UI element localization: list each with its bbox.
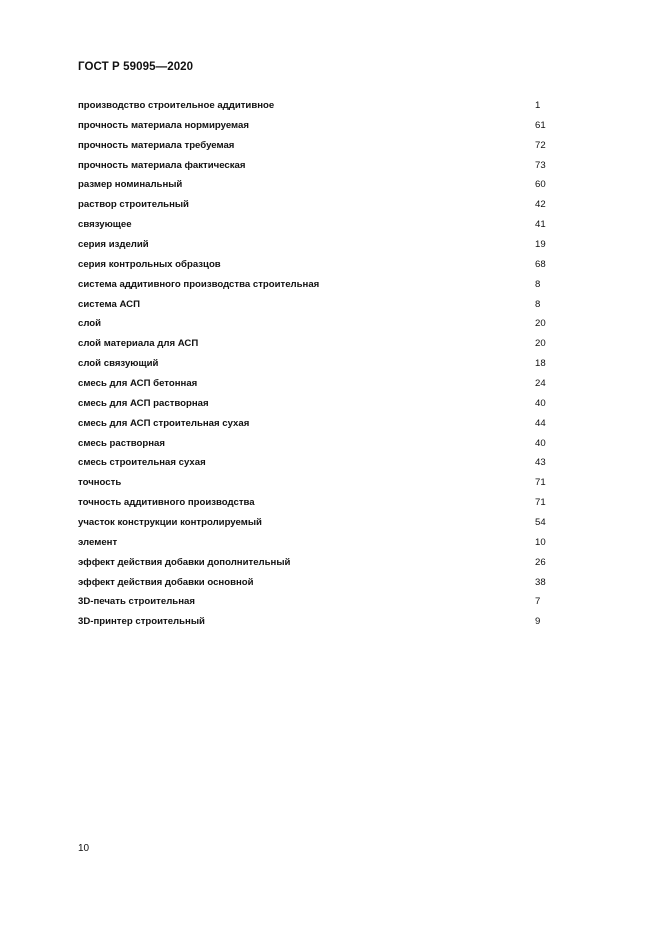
index-row bbox=[78, 374, 578, 394]
index-row bbox=[78, 414, 578, 434]
index-row bbox=[78, 592, 578, 612]
index-term: система АСП bbox=[78, 298, 140, 310]
index-term: участок конструкции контролируемый bbox=[78, 517, 262, 529]
index-term: система аддитивного производства строительная bbox=[78, 278, 320, 290]
index-row bbox=[78, 136, 578, 156]
index-term: эффект действия добавки основной bbox=[78, 576, 254, 588]
index-row bbox=[78, 573, 578, 593]
index-term: смесь строительная сухая bbox=[78, 457, 206, 469]
index-row bbox=[78, 96, 578, 116]
index-ref: 38 bbox=[535, 576, 546, 588]
index-ref: 19 bbox=[535, 239, 546, 251]
index-ref: 20 bbox=[535, 338, 546, 350]
index-term: точность аддитивного производства bbox=[78, 497, 255, 509]
index-row bbox=[78, 493, 578, 513]
index-ref: 10 bbox=[535, 536, 546, 548]
index-term: прочность материала нормируемая bbox=[78, 119, 249, 131]
index-term: связующее bbox=[78, 219, 132, 231]
index-ref: 8 bbox=[535, 298, 541, 310]
index-ref: 8 bbox=[535, 278, 541, 290]
index-ref: 18 bbox=[535, 358, 546, 370]
index-ref: 20 bbox=[535, 318, 546, 330]
index-ref: 73 bbox=[535, 159, 546, 171]
index-term: прочность материала фактическая bbox=[78, 159, 246, 171]
index-row bbox=[78, 255, 578, 275]
index-ref: 1 bbox=[535, 100, 541, 111]
index-ref: 40 bbox=[535, 437, 546, 449]
index-ref: 44 bbox=[535, 417, 546, 429]
index-row bbox=[78, 175, 578, 195]
index-term: слой связующий bbox=[78, 358, 159, 370]
index-term: 3D-печать строительная bbox=[78, 596, 195, 608]
index-row bbox=[78, 612, 578, 632]
index-term: эффект действия добавки дополнительный bbox=[78, 556, 291, 568]
index-row bbox=[78, 235, 578, 255]
index-ref: 40 bbox=[535, 397, 546, 409]
index-ref: 41 bbox=[535, 219, 546, 231]
index-ref: 54 bbox=[535, 517, 546, 529]
index-row bbox=[78, 434, 578, 454]
index-row bbox=[78, 314, 578, 334]
index-term: серия изделий bbox=[78, 239, 149, 251]
index-row bbox=[78, 215, 578, 235]
index-term: размер номинальный bbox=[78, 179, 183, 191]
index-row bbox=[78, 354, 578, 374]
index-row bbox=[78, 453, 578, 473]
index-row bbox=[78, 295, 578, 315]
index-ref: 26 bbox=[535, 556, 546, 568]
index-row bbox=[78, 116, 578, 136]
index-row bbox=[78, 156, 578, 176]
index-term: серия контрольных образцов bbox=[78, 258, 221, 270]
document-header: ГОСТ Р 59095—2020 bbox=[78, 61, 194, 73]
index-row bbox=[78, 553, 578, 573]
index-row bbox=[78, 513, 578, 533]
index-term: слой bbox=[78, 318, 102, 330]
index-ref: 61 bbox=[535, 119, 546, 131]
index-ref: 24 bbox=[535, 378, 546, 390]
index-ref: 7 bbox=[535, 596, 541, 608]
index-term: смесь растворная bbox=[78, 437, 165, 449]
index-term: смесь для АСП растворная bbox=[78, 397, 209, 409]
index-ref: 42 bbox=[535, 199, 546, 211]
index-row bbox=[78, 394, 578, 414]
index-term: смесь для АСП бетонная bbox=[78, 378, 198, 390]
index-row bbox=[78, 195, 578, 215]
index-ref: 71 bbox=[535, 497, 546, 509]
index-ref: 9 bbox=[535, 616, 541, 628]
index-term: точность bbox=[78, 477, 122, 489]
index-row bbox=[78, 533, 578, 553]
index-row bbox=[78, 275, 578, 295]
index-row bbox=[78, 334, 578, 354]
index-term: прочность материала требуемая bbox=[78, 139, 235, 151]
index-term: слой материала для АСП bbox=[78, 338, 199, 350]
index-term: элемент bbox=[78, 536, 118, 548]
term-index-list bbox=[78, 96, 578, 632]
index-term: раствор строительный bbox=[78, 199, 189, 211]
index-ref: 71 bbox=[535, 477, 546, 489]
index-ref: 68 bbox=[535, 258, 546, 270]
index-ref: 72 bbox=[535, 139, 546, 151]
index-ref: 60 bbox=[535, 179, 546, 191]
index-term: 3D-принтер строительный bbox=[78, 616, 205, 628]
index-row bbox=[78, 473, 578, 493]
index-term: смесь для АСП строительная сухая bbox=[78, 417, 250, 429]
page-number: 10 bbox=[78, 843, 90, 854]
index-term: производство строительное аддитивное bbox=[78, 100, 275, 111]
index-ref: 43 bbox=[535, 457, 546, 469]
